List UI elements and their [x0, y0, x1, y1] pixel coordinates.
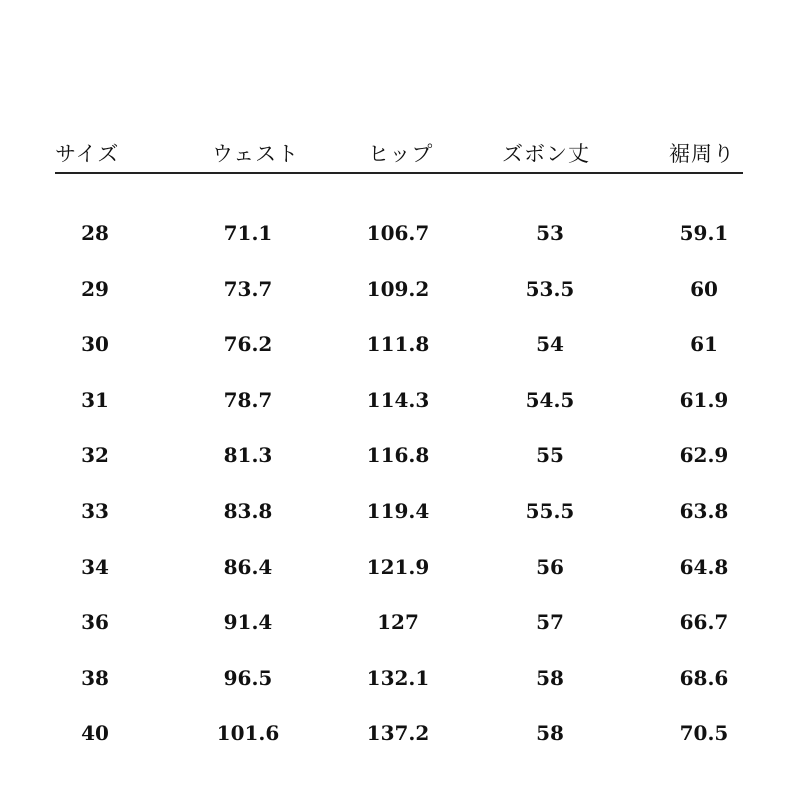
- table-header-row: [55, 138, 745, 170]
- cell-hip: 121.9: [366, 554, 430, 579]
- cell-waist: 81.3: [223, 443, 273, 468]
- cell-hem-width: 61: [690, 332, 718, 357]
- table-row: [55, 610, 745, 640]
- header-size: サイズ: [55, 142, 120, 166]
- cell-hem-width: 60: [690, 276, 718, 301]
- cell-waist: 73.7: [223, 276, 273, 301]
- table-row: [55, 721, 745, 751]
- cell-hem-width: 66.7: [679, 610, 729, 635]
- header-divider: [55, 172, 743, 174]
- cell-hip: 114.3: [366, 387, 430, 412]
- table-row: [55, 499, 745, 529]
- cell-hip: 106.7: [366, 221, 430, 245]
- cell-hem-width: 68.6: [679, 665, 729, 690]
- cell-hip: 127: [377, 610, 419, 635]
- table-row: [55, 388, 745, 418]
- table-row: [55, 666, 745, 696]
- cell-pants-length: 54: [536, 332, 564, 357]
- cell-waist: 76.2: [223, 332, 273, 357]
- cell-pants-length: 55.5: [525, 499, 575, 523]
- cell-hip: 111.8: [366, 332, 430, 357]
- cell-hip: 109.2: [366, 276, 430, 301]
- cell-pants-length: 53.5: [525, 276, 575, 301]
- cell-size: 40: [81, 721, 109, 746]
- table-row: [55, 277, 745, 307]
- cell-size: 32: [81, 443, 109, 468]
- cell-size: 38: [81, 665, 109, 690]
- cell-pants-length: 58: [536, 721, 564, 746]
- header-hem-width: 裾周り: [669, 142, 735, 166]
- cell-pants-length: 58: [536, 665, 564, 690]
- cell-hem-width: 64.8: [679, 554, 729, 579]
- cell-size: 28: [81, 221, 109, 245]
- cell-pants-length: 55: [536, 443, 564, 468]
- cell-size: 30: [81, 332, 109, 357]
- cell-pants-length: 56: [536, 554, 564, 579]
- header-hip: ヒップ: [368, 142, 434, 166]
- header-waist: ウェスト: [212, 142, 300, 166]
- cell-hip: 132.1: [366, 665, 430, 690]
- table-row: [55, 332, 745, 362]
- cell-waist: 78.7: [223, 387, 273, 412]
- table-row: [55, 221, 745, 251]
- cell-waist: 101.6: [216, 721, 280, 746]
- table-row: [55, 443, 745, 473]
- cell-hip: 119.4: [366, 499, 430, 523]
- cell-pants-length: 53: [536, 221, 564, 245]
- size-chart-table: [55, 0, 745, 800]
- cell-hip: 137.2: [366, 721, 430, 746]
- table-row: [55, 555, 745, 585]
- cell-hip: 116.8: [366, 443, 430, 468]
- cell-size: 29: [81, 276, 109, 301]
- cell-waist: 83.8: [223, 499, 273, 523]
- cell-hem-width: 62.9: [679, 443, 729, 468]
- cell-hem-width: 63.8: [679, 499, 729, 523]
- cell-waist: 96.5: [223, 665, 273, 690]
- cell-waist: 71.1: [223, 221, 273, 245]
- cell-waist: 91.4: [223, 610, 273, 635]
- cell-pants-length: 57: [536, 610, 564, 635]
- cell-size: 33: [81, 499, 109, 523]
- cell-waist: 86.4: [223, 554, 273, 579]
- cell-pants-length: 54.5: [525, 387, 575, 412]
- header-pants-length: ズボン丈: [502, 142, 590, 166]
- cell-hem-width: 61.9: [679, 387, 729, 412]
- cell-hem-width: 70.5: [679, 721, 729, 746]
- cell-hem-width: 59.1: [679, 221, 729, 245]
- cell-size: 31: [81, 387, 109, 412]
- cell-size: 36: [81, 610, 109, 635]
- cell-size: 34: [81, 554, 109, 579]
